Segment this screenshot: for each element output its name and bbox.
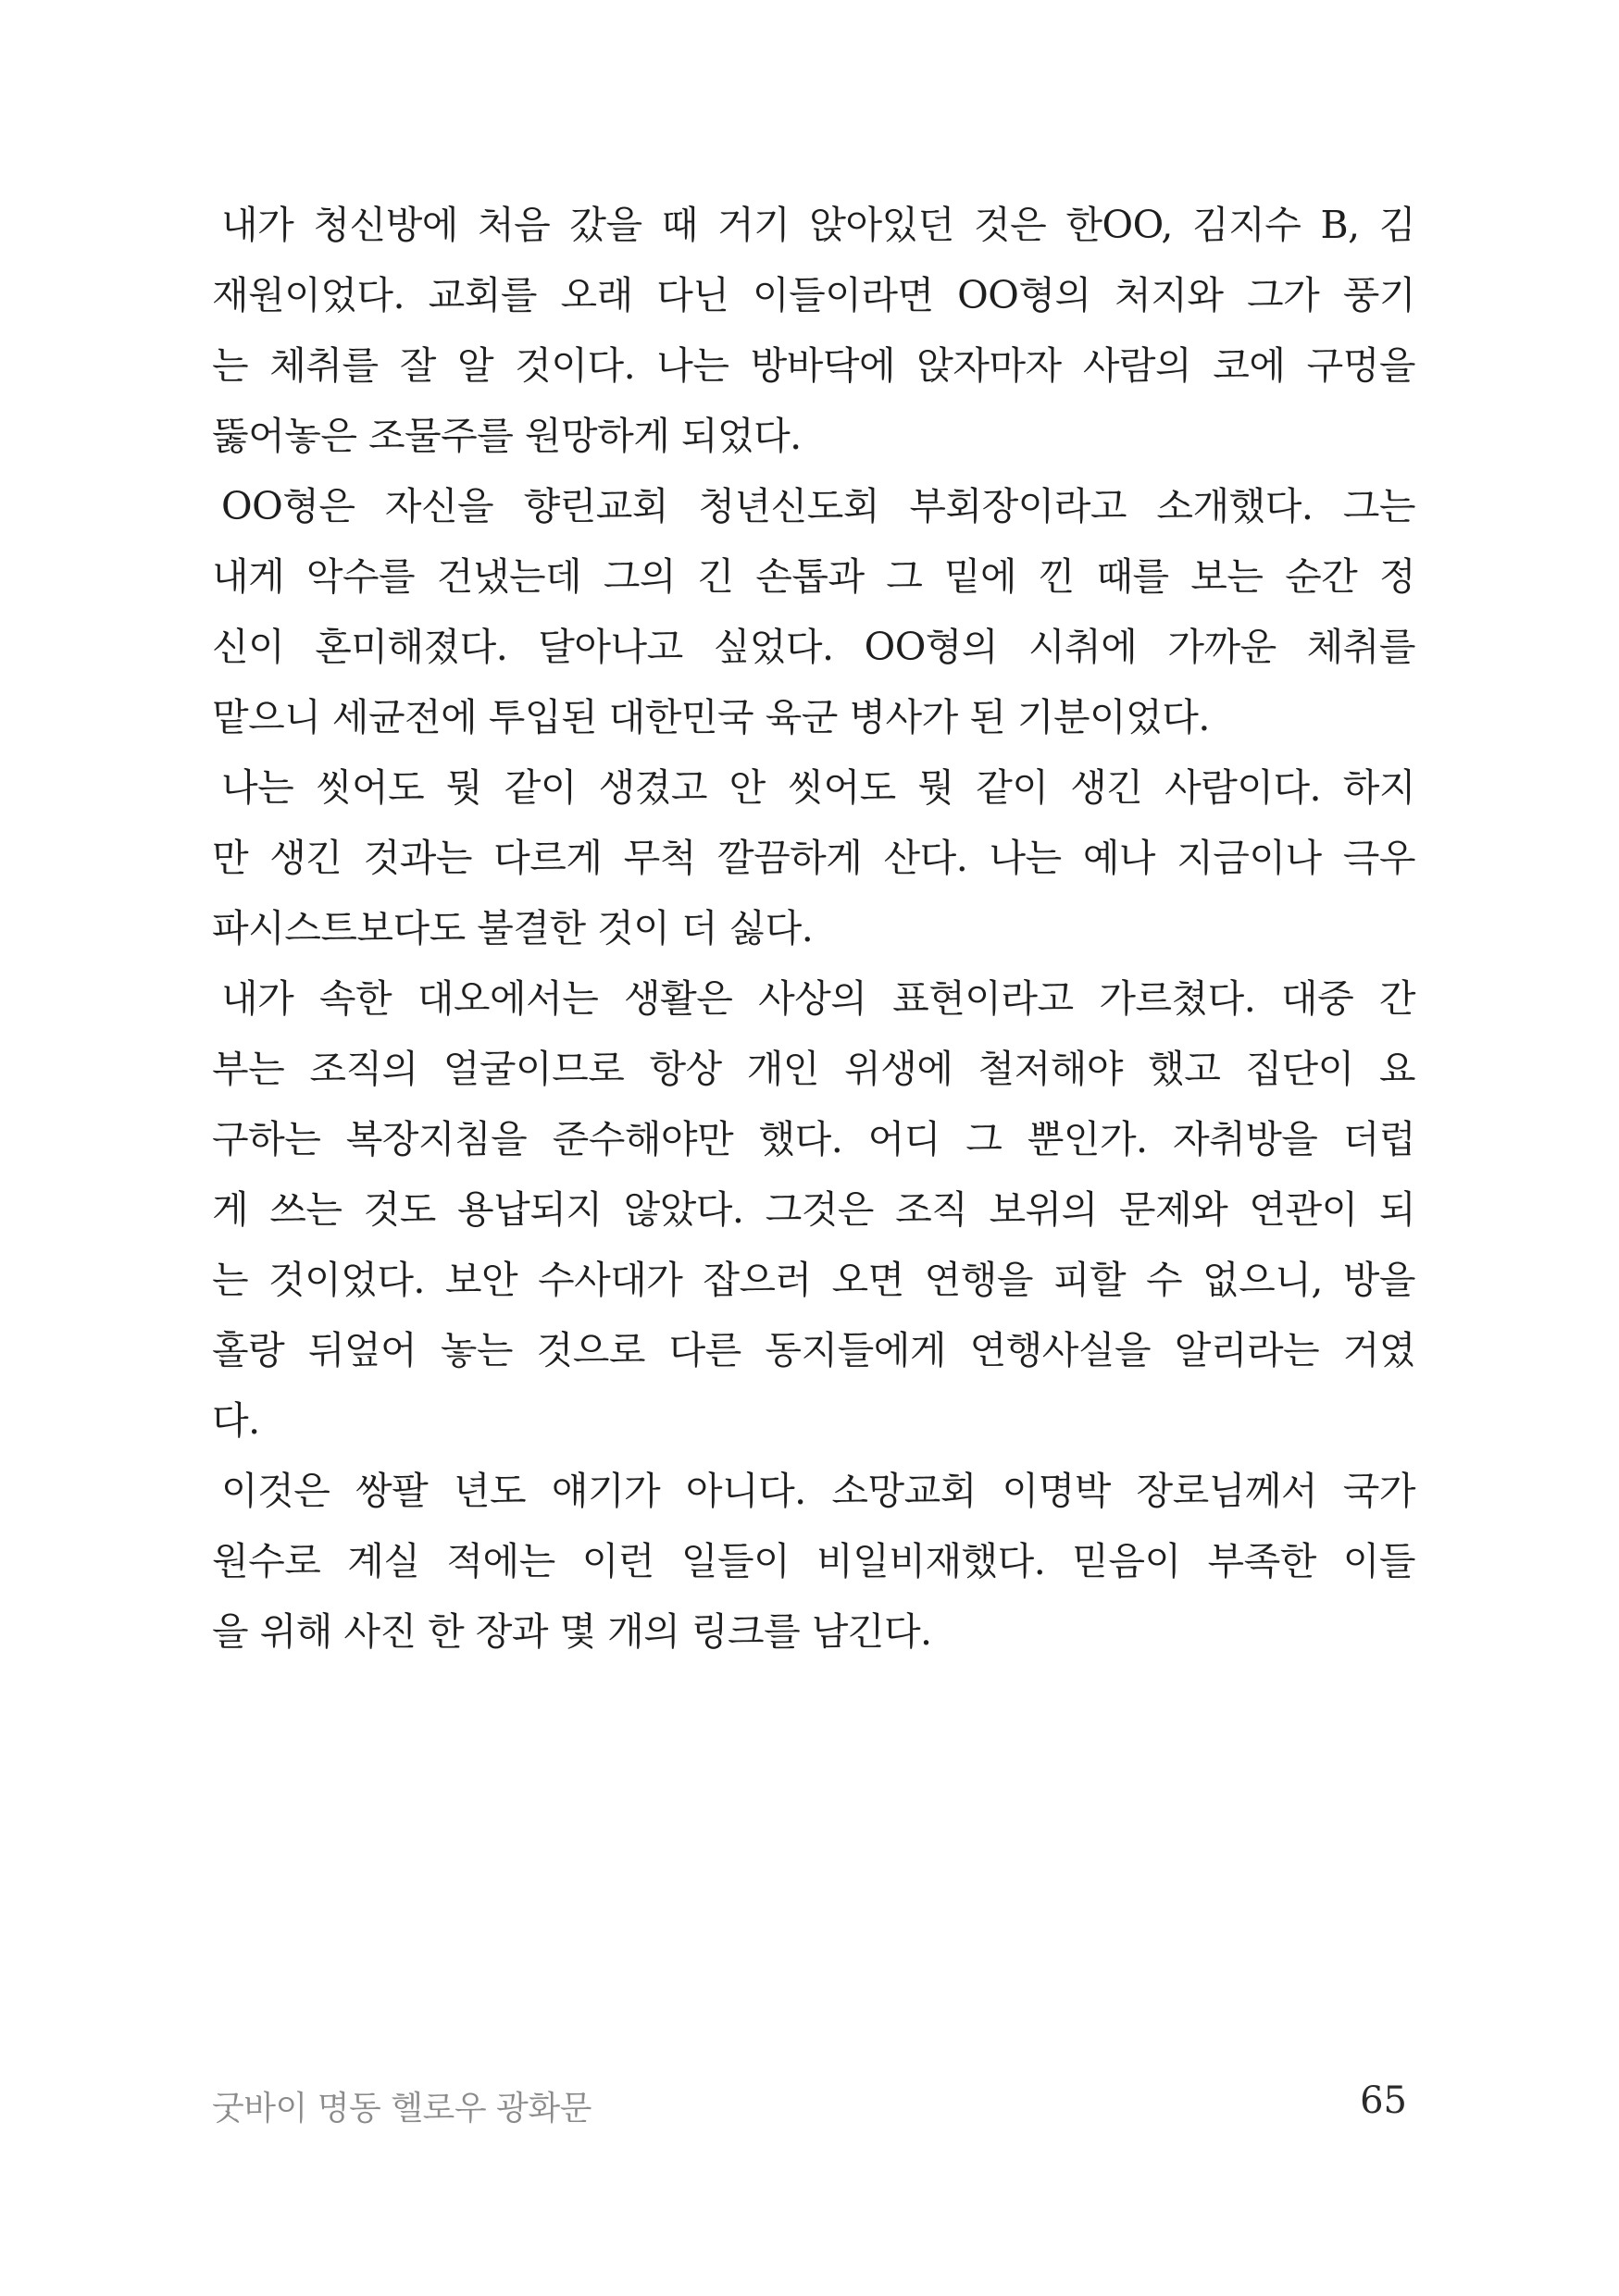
text-line: 원수로 계실 적에는 이런 일들이 비일비재했다. 믿음이 부족한 이들	[212, 1539, 1415, 1583]
text-line: 이것은 쌍팔 년도 얘기가 아니다. 소망교회 이명박 장로님께서 국가	[221, 1469, 1415, 1513]
text-line: 신이 혼미해졌다. 달아나고 싶었다. OO형의 시취에 가까운 체취를	[212, 625, 1415, 669]
running-footer-title: 굿바이 명동 헬로우 광화문	[212, 2090, 592, 2128]
text-line: 만 생긴 것과는 다르게 무척 깔끔하게 산다. 나는 예나 지금이나 극우	[212, 836, 1415, 880]
text-line: 파시스트보다도 불결한 것이 더 싫다.	[212, 906, 814, 950]
text-line: 홀랑 뒤엎어 놓는 것으로 다른 동지들에게 연행사실을 알리라는 거였	[212, 1328, 1415, 1372]
text-line: 나는 씻어도 뭣 같이 생겼고 안 씻어도 뭣 같이 생긴 사람이다. 하지	[221, 765, 1415, 810]
text-line: 내가 속한 대오에서는 생활은 사상의 표현이라고 가르쳤다. 대중 간	[221, 976, 1415, 1021]
text-line: 내게 악수를 건냈는데 그의 긴 손톱과 그 밑에 낀 때를 보는 순간 정	[212, 554, 1415, 599]
body-text	[212, 190, 1415, 1667]
text-line: 맡으니 세균전에 투입된 대한민국 육군 병사가 된 기분이었다.	[212, 695, 1210, 739]
page-number: 65	[1360, 2079, 1407, 2122]
text-line: 는 체취를 잘 알 것이다. 나는 방바닥에 앉자마자 사람의 코에 구멍을	[212, 343, 1415, 388]
text-line: OO형은 자신을 향린교회 청년신도회 부회장이라고 소개했다. 그는	[221, 484, 1415, 528]
text-line: 뚫어놓은 조물주를 원망하게 되었다.	[212, 414, 802, 458]
text-line: 구하는 복장지침을 준수해야만 했다. 어디 그 뿐인가. 자취방을 더럽	[212, 1117, 1415, 1161]
text-line: 부는 조직의 얼굴이므로 항상 개인 위생에 철저해야 했고 집단이 요	[212, 1047, 1415, 1091]
text-line: 게 쓰는 것도 용납되지 않았다. 그것은 조직 보위의 문제와 연관이 되	[212, 1187, 1415, 1232]
text-line: 다.	[212, 1398, 260, 1443]
text-line: 내가 청신방에 처음 갔을 때 거기 앉아있던 것은 한OO, 김지수 B, 김	[221, 203, 1415, 247]
text-line: 는 것이었다. 보안 수사대가 잡으러 오면 연행을 피할 수 없으니, 방을	[212, 1258, 1415, 1302]
text-line: 을 위해 사진 한 장과 몇 개의 링크를 남긴다.	[212, 1609, 932, 1654]
text-line: 재원이었다. 교회를 오래 다닌 이들이라면 OO형의 처지와 그가 풍기	[212, 273, 1415, 317]
